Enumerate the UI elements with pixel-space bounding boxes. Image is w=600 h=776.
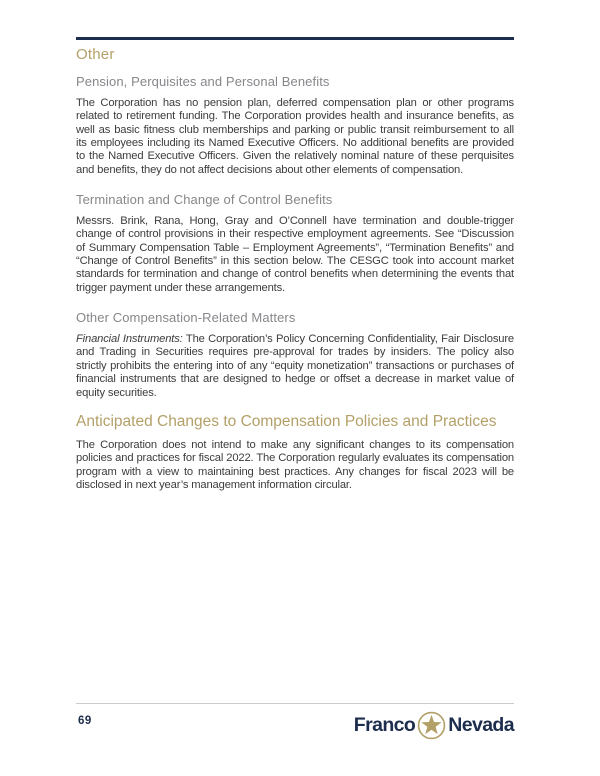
financial-instruments-body-text: The Corporation’s Policy Concerning Confidentiality, Fair Disclosure and Trading in Securities requires pre-approval for trades by insiders. The policy also strictly prohibits the entering into of any “equity monetization” transactions or purchases of financial instruments that are designed to hedge or offset a decrease in market value of equity securities.: [76, 333, 514, 399]
page-content: [76, 0, 514, 492]
paragraph-financial-instruments: [76, 333, 514, 400]
logo-word-nevada: Nevada: [448, 713, 514, 736]
franco-nevada-logo: [354, 710, 514, 740]
paragraph-termination-change-of-control: Messrs. Brink, Rana, Hong, Gray and O’Connell have termination and double-trigger change of control provisions in their respective employment agreements. See “Discussion of Summary Compensation Table – Employment Agreements”, “Termination Benefits” and “Change of Control Benefits” in this section below. The CESGC took into account market standards for termination and change of control benefits when determining the events that trigger payment under these arrangements.: [76, 215, 514, 294]
section-heading-other: Other: [76, 46, 115, 63]
paragraph-anticipated-changes: The Corporation does not intend to make any significant changes to its compensation policies and practices for fiscal 2022. The Corporation regularly evaluates its compensation program with a view to maintaining best practices. Any changes for fiscal 2023 will be disclosed in next year’s management information circular.: [76, 438, 514, 491]
footer-divider-rule: [76, 703, 514, 704]
section-heading-anticipated-changes: Anticipated Changes to Compensation Policies and Practices: [76, 412, 497, 430]
subheading-other-compensation-matters: Other Compensation-Related Matters: [76, 310, 296, 326]
star-in-circle-icon: [417, 711, 446, 740]
top-divider-rule: [76, 37, 514, 40]
subheading-pension-perquisites: Pension, Perquisites and Personal Benefits: [76, 74, 330, 89]
subheading-termination-change-of-control: Termination and Change of Control Benefits: [76, 192, 333, 208]
page-number: 69: [78, 715, 92, 727]
financial-instruments-italic-label: Financial Instruments:: [76, 333, 183, 346]
logo-word-franco: Franco: [353, 713, 416, 736]
paragraph-pension-perquisites: The Corporation has no pension plan, deferred compensation plan or other programs related to retirement funding. The Corporation provides health and insurance benefits, as well as basic fitness club memberships and parking or public transit reimbursement to all its employees including its Named Executive Officers. No additional benefits are provided to the Named Executive Officers. Given the relatively nominal nature of these perquisites and benefits, they do not affect decisions about other elements of compensation.: [76, 97, 514, 176]
